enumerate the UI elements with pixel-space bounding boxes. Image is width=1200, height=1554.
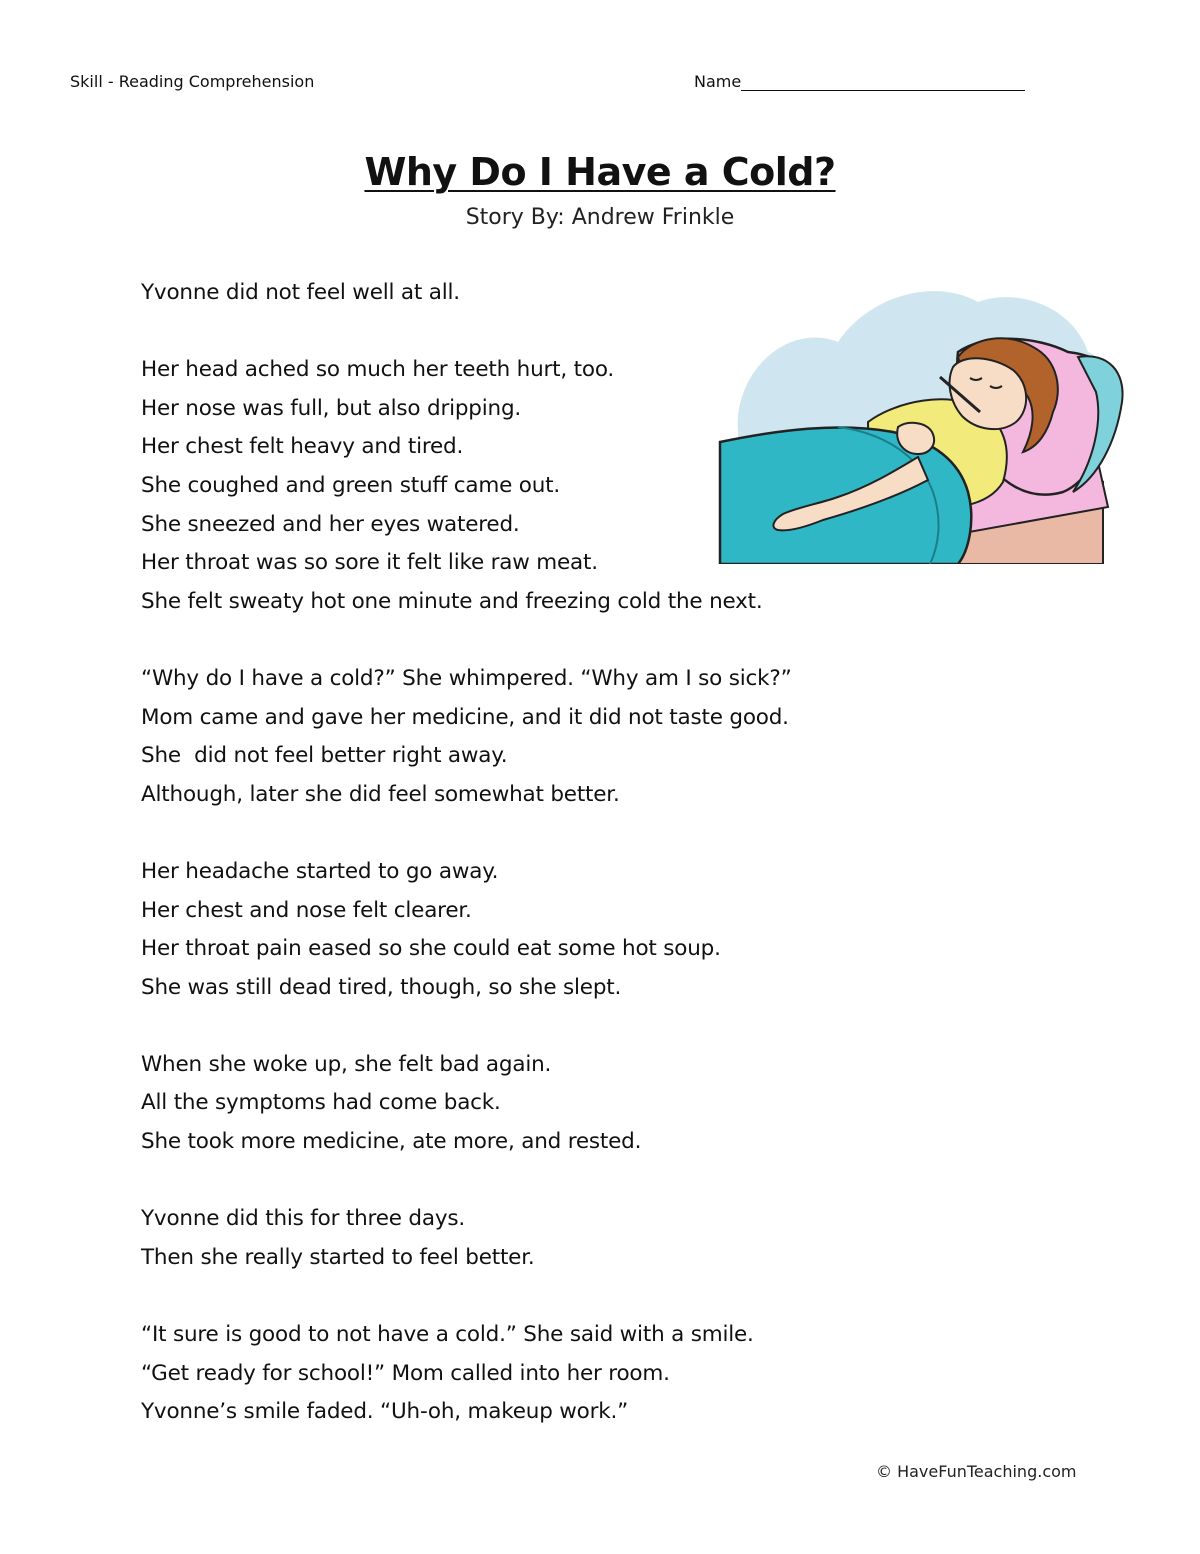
story-title: Why Do I Have a Cold? [364, 150, 836, 194]
name-blank-line[interactable] [741, 73, 1025, 91]
story-paragraph [141, 1200, 901, 1277]
sick-girl-in-bed-illustration [718, 282, 1126, 564]
story-line: She coughed and green stuff came out. [141, 472, 561, 498]
story-paragraph [141, 853, 901, 1007]
story-line: Her head ached so much her teeth hurt, too. [141, 357, 615, 383]
story-line: “Why do I have a cold?” She whimpered. “Why am I so sick?” [141, 665, 792, 691]
story-line: Her chest felt heavy and tired. [141, 434, 464, 460]
story-line: Her throat was so sore it felt like raw meat. [141, 550, 598, 576]
story-line: Her headache started to go away. [141, 858, 499, 884]
story-line: “It sure is good to not have a cold.” She said with a smile. [141, 1322, 754, 1348]
skill-label: Skill - Reading Comprehension [70, 72, 315, 91]
name-field[interactable] [694, 72, 1025, 91]
story-line: “Get ready for school!” Mom called into her room. [141, 1360, 670, 1386]
story-line: She took more medicine, ate more, and rested. [141, 1129, 642, 1155]
story-line: Mom came and gave her medicine, and it did not taste good. [141, 704, 789, 730]
story-line: Her throat pain eased so she could eat some hot soup. [141, 936, 721, 962]
story-paragraph [141, 1046, 901, 1162]
story-byline: Story By: Andrew Frinkle [465, 205, 735, 230]
story-line: Then she really started to feel better. [141, 1244, 535, 1270]
story-paragraph [141, 660, 901, 814]
copyright-footer: © HaveFunTeaching.com [876, 1462, 1077, 1481]
story-line: Yvonne did this for three days. [141, 1206, 465, 1232]
story-line: All the symptoms had come back. [141, 1090, 501, 1116]
story-paragraph [141, 1316, 901, 1432]
story-line: Her nose was full, but also dripping. [141, 395, 522, 421]
story-line: Yvonne’s smile faded. “Uh-oh, makeup work.” [141, 1399, 629, 1425]
story-line: Although, later she did feel somewhat better. [141, 781, 620, 807]
story-line: She sneezed and her eyes watered. [141, 511, 520, 537]
story-line: She was still dead tired, though, so she slept. [141, 974, 622, 1000]
story-line: Yvonne did not feel well at all. [141, 280, 460, 305]
name-label: Name [694, 72, 742, 91]
story-line: When she woke up, she felt bad again. [141, 1051, 552, 1077]
story-line: She felt sweaty hot one minute and freezing cold the next. [141, 588, 763, 614]
story-line: She did not feel better right away. [141, 743, 508, 769]
story-line: Her chest and nose felt clearer. [141, 897, 472, 923]
